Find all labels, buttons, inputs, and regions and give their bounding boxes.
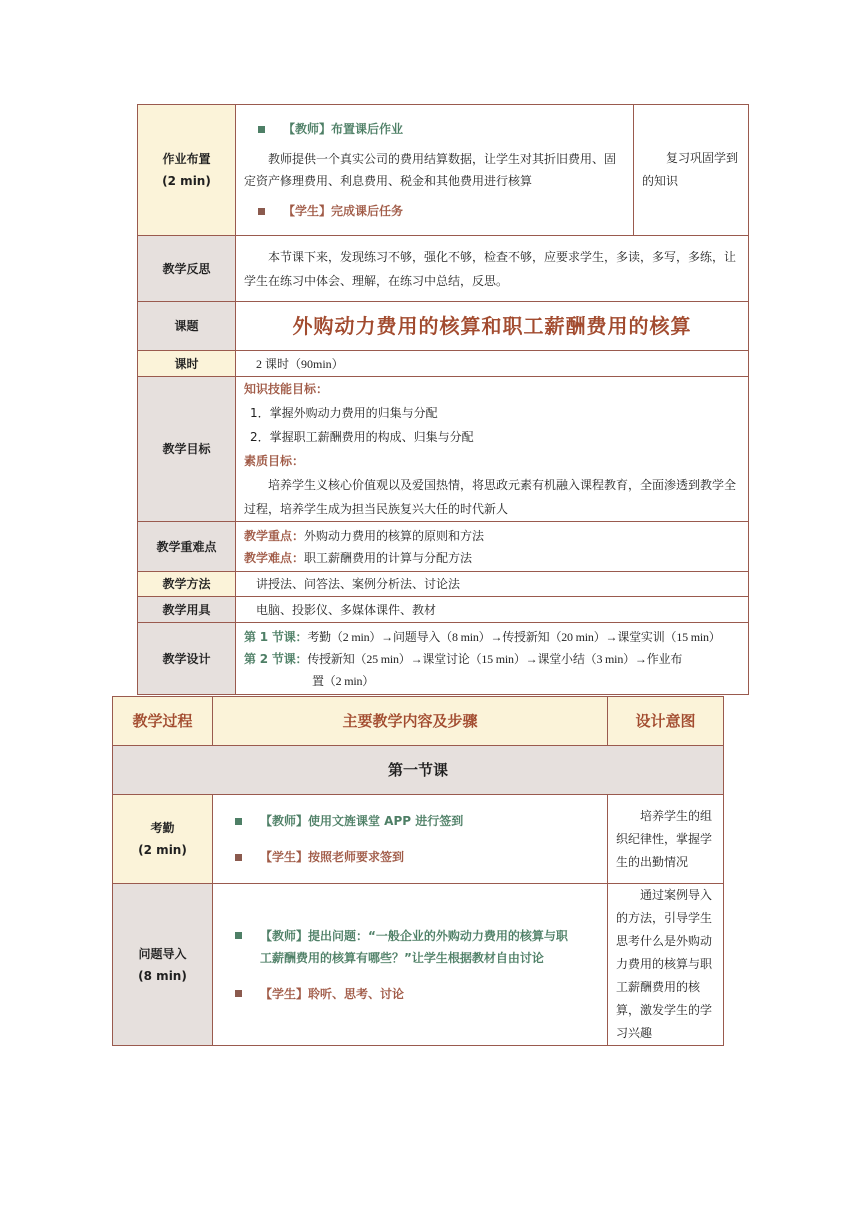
green-square-bullet-icon xyxy=(235,818,242,825)
homework-row xyxy=(138,105,749,236)
reflection-label: 教学反思 xyxy=(138,236,236,302)
tools-row xyxy=(138,597,749,623)
reflection-row xyxy=(138,236,749,302)
design-row xyxy=(138,623,749,695)
attendance-label-cell xyxy=(113,795,213,884)
goal-item-1: 1．掌握外购动力费用的归集与分配 xyxy=(250,406,438,420)
topic-row xyxy=(138,302,749,351)
green-square-bullet-icon xyxy=(258,126,265,133)
tools-label: 教学用具 xyxy=(138,597,236,623)
brown-square-bullet-icon xyxy=(235,990,242,997)
intro-label: 问题导入 xyxy=(138,946,187,961)
tools-value: 电脑、投影仪、多媒体课件、教材 xyxy=(236,597,749,623)
header-process: 教学过程 xyxy=(113,697,213,746)
attendance-student: 【学生】按照老师要求签到 xyxy=(260,850,405,864)
quality-goal-title: 素质目标： xyxy=(244,454,305,468)
homework-label: 作业布置 xyxy=(162,152,211,166)
topic-label: 课题 xyxy=(138,302,236,351)
session-2-tag: 第 2 节课： xyxy=(244,651,308,666)
focus-text: 外购动力费用的核算的原则和方法 xyxy=(304,528,485,543)
attendance-teacher: 【教师】使用文旌课堂 APP 进行签到 xyxy=(260,814,464,828)
design-content xyxy=(236,623,749,695)
header-intent: 设计意图 xyxy=(608,697,724,746)
attendance-teacher-line xyxy=(221,810,599,832)
topic-title: 外购动力费用的核算和职工薪酬费用的核算 xyxy=(236,302,749,351)
intro-intent: 通过案例导入的方法，引导学生思考什么是外购动力费用的核算与职工薪酬费用的核算，激发学生的学习兴趣 xyxy=(608,884,724,1046)
attendance-student-line xyxy=(221,846,599,868)
teaching-process-table xyxy=(112,696,724,1046)
attendance-content xyxy=(213,795,608,884)
brown-square-bullet-icon xyxy=(258,208,265,215)
attendance-row xyxy=(113,795,724,884)
design-label: 教学设计 xyxy=(138,623,236,695)
session-1-text: 考勤（2 min）→问题导入（8 min）→传授新知（20 min）→课堂实训（15 min） xyxy=(307,629,721,644)
methods-label: 教学方法 xyxy=(138,572,236,597)
design-session-2 xyxy=(244,648,740,670)
key-points-label: 教学重难点 xyxy=(138,522,236,572)
methods-row xyxy=(138,572,749,597)
intro-content xyxy=(213,884,608,1046)
header-content: 主要教学内容及步骤 xyxy=(213,697,608,746)
green-square-bullet-icon xyxy=(235,932,242,939)
goals-row xyxy=(138,377,749,522)
knowledge-goal-title: 知识技能目标： xyxy=(244,382,329,396)
quality-goal-text: 培养学生义核心价值观以及爱国热情，将思政元素有机融入课程教育，全面渗透到教学全过程，培养学生成为担当民族复兴大任的时代新人 xyxy=(244,478,737,516)
homework-intent: 复习巩固学到的知识 xyxy=(634,105,749,236)
homework-content-cell xyxy=(236,105,634,236)
focus-line xyxy=(244,525,740,547)
intro-teacher-b: 工薪酬费用的核算有哪些？”让学生根据教材自由讨论 xyxy=(260,950,544,965)
attendance-label: 考勤 xyxy=(150,821,175,835)
homework-teacher-text: 教师提供一个真实公司的费用结算数据，让学生对其折旧费用、固定资产修理费用、利息费用、税金和其他费用进行核算 xyxy=(244,152,617,188)
section-row xyxy=(113,746,724,795)
session-1-tag: 第 1 节课： xyxy=(244,629,308,644)
goals-content xyxy=(236,377,749,522)
homework-label-cell xyxy=(138,105,236,236)
student-tag: 【学生】完成课后任务 xyxy=(283,204,404,218)
difficulty-tag: 教学难点： xyxy=(244,550,305,565)
homework-teacher-line xyxy=(244,118,625,140)
intro-student: 【学生】聆听、思考、讨论 xyxy=(260,986,405,1001)
homework-time: (2 min) xyxy=(162,174,211,188)
key-points-row xyxy=(138,522,749,572)
attendance-time: (2 min) xyxy=(138,843,187,857)
session-2-text-a: 传授新知（25 min）→课堂讨论（15 min）→课堂小结（3 min）→作业布 xyxy=(307,651,683,666)
brown-square-bullet-icon xyxy=(235,854,242,861)
difficulty-line xyxy=(244,547,740,569)
session-2-text-b: 置（2 min） xyxy=(312,673,375,688)
intro-label-cell xyxy=(113,884,213,1046)
hours-row xyxy=(138,351,749,377)
intro-teacher-a: 【教师】提出问题：“一般企业的外购动力费用的核算与职 xyxy=(260,928,568,943)
intro-time: (8 min) xyxy=(138,968,187,983)
design-session-1 xyxy=(244,626,740,648)
homework-student-line xyxy=(244,200,625,222)
focus-tag: 教学重点： xyxy=(244,528,305,543)
reflection-text: 本节课下来，发现练习不够，强化不够，检查不够，应要求学生，多读，多写，多练，让学生在练习中体会、理解，在练习中总结，反思。 xyxy=(236,236,749,302)
goal-item-2: 2．掌握职工薪酬费用的构成、归集与分配 xyxy=(250,430,474,444)
intro-student-line xyxy=(221,983,599,1005)
teacher-tag: 【教师】布置课后作业 xyxy=(283,122,404,136)
intro-row xyxy=(113,884,724,1046)
intro-teacher-line xyxy=(221,925,599,947)
process-header-row xyxy=(113,697,724,746)
lesson-info-table xyxy=(137,104,749,695)
difficulty-text: 职工薪酬费用的计算与分配方法 xyxy=(304,550,473,565)
methods-value: 讲授法、问答法、案例分析法、讨论法 xyxy=(236,572,749,597)
section-title: 第一节课 xyxy=(113,746,724,795)
attendance-intent: 培养学生的组织纪律性，掌握学生的出勤情况 xyxy=(608,795,724,884)
hours-label: 课时 xyxy=(138,351,236,377)
hours-value: 2 课时（90min） xyxy=(236,351,749,377)
goals-label: 教学目标 xyxy=(138,377,236,522)
key-points-content xyxy=(236,522,749,572)
